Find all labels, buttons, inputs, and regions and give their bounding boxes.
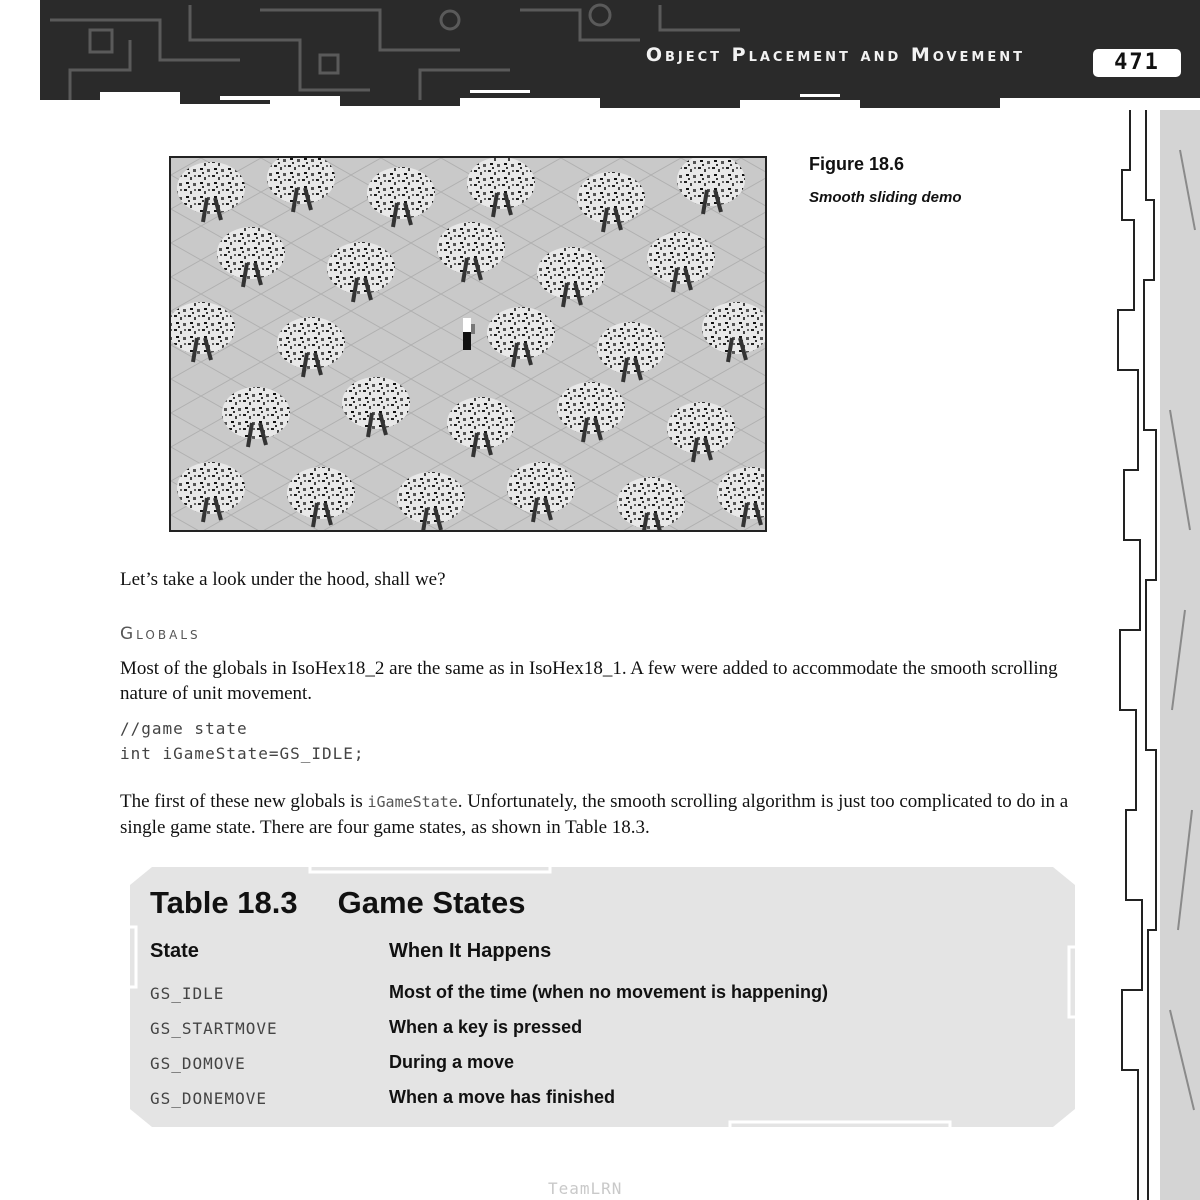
paragraph-text: The first of these new globals is bbox=[120, 791, 368, 812]
isometric-forest-map bbox=[171, 158, 765, 530]
inline-code: iGameState bbox=[367, 793, 458, 811]
column-header-state: State bbox=[150, 940, 199, 962]
figure-label: Figure 18.6 bbox=[809, 154, 905, 174]
table-cell-when: When a key is pressed bbox=[389, 1017, 583, 1037]
table-number: Table 18.3 bbox=[150, 885, 298, 920]
column-header-when: When It Happens bbox=[389, 940, 552, 962]
figure-screenshot bbox=[169, 156, 767, 532]
table-cell-when: Most of the time (when no movement is happening) bbox=[389, 982, 829, 1002]
table-name: Game States bbox=[337, 885, 526, 920]
watermark: TeamLRN bbox=[548, 1179, 623, 1198]
globals-paragraph: Most of the globals in IsoHex18_2 are the same as in IsoHex18_1. A few were added to accommodate the smooth scrolling nature of unit movement. bbox=[120, 658, 1058, 704]
table-title bbox=[150, 885, 525, 921]
code-line: //game state bbox=[120, 719, 248, 738]
code-line: int iGameState=GS_IDLE; bbox=[120, 744, 365, 763]
paragraph-text: . Unfortunately, the smooth scrolling algorithm is just too complicated to do in a single game state. There are four game states, as shown in Table 18.3. bbox=[120, 791, 1069, 838]
intro-paragraph: Let’s take a look under the hood, shall we? bbox=[120, 569, 446, 590]
figure-caption: Smooth sliding demo bbox=[809, 189, 962, 206]
code-block bbox=[120, 716, 365, 766]
chapter-title: Object Placement and Movement bbox=[645, 44, 1025, 66]
game-state-paragraph bbox=[120, 789, 1070, 840]
side-circuit-border bbox=[1110, 110, 1200, 1200]
section-heading: Globals bbox=[120, 624, 201, 644]
table-cell-state: GS_STARTMOVE bbox=[150, 1019, 278, 1038]
page-header bbox=[40, 0, 1200, 120]
table-cell-when: When a move has finished bbox=[389, 1087, 616, 1107]
table-cell-when: During a move bbox=[389, 1052, 515, 1072]
table-cell-state: GS_DONEMOVE bbox=[150, 1089, 267, 1108]
page-number: 471 bbox=[1093, 49, 1181, 77]
header-circuit-art bbox=[40, 0, 1200, 120]
table-cell-state: GS_DOMOVE bbox=[150, 1054, 246, 1073]
table-cell-state: GS_IDLE bbox=[150, 984, 225, 1003]
